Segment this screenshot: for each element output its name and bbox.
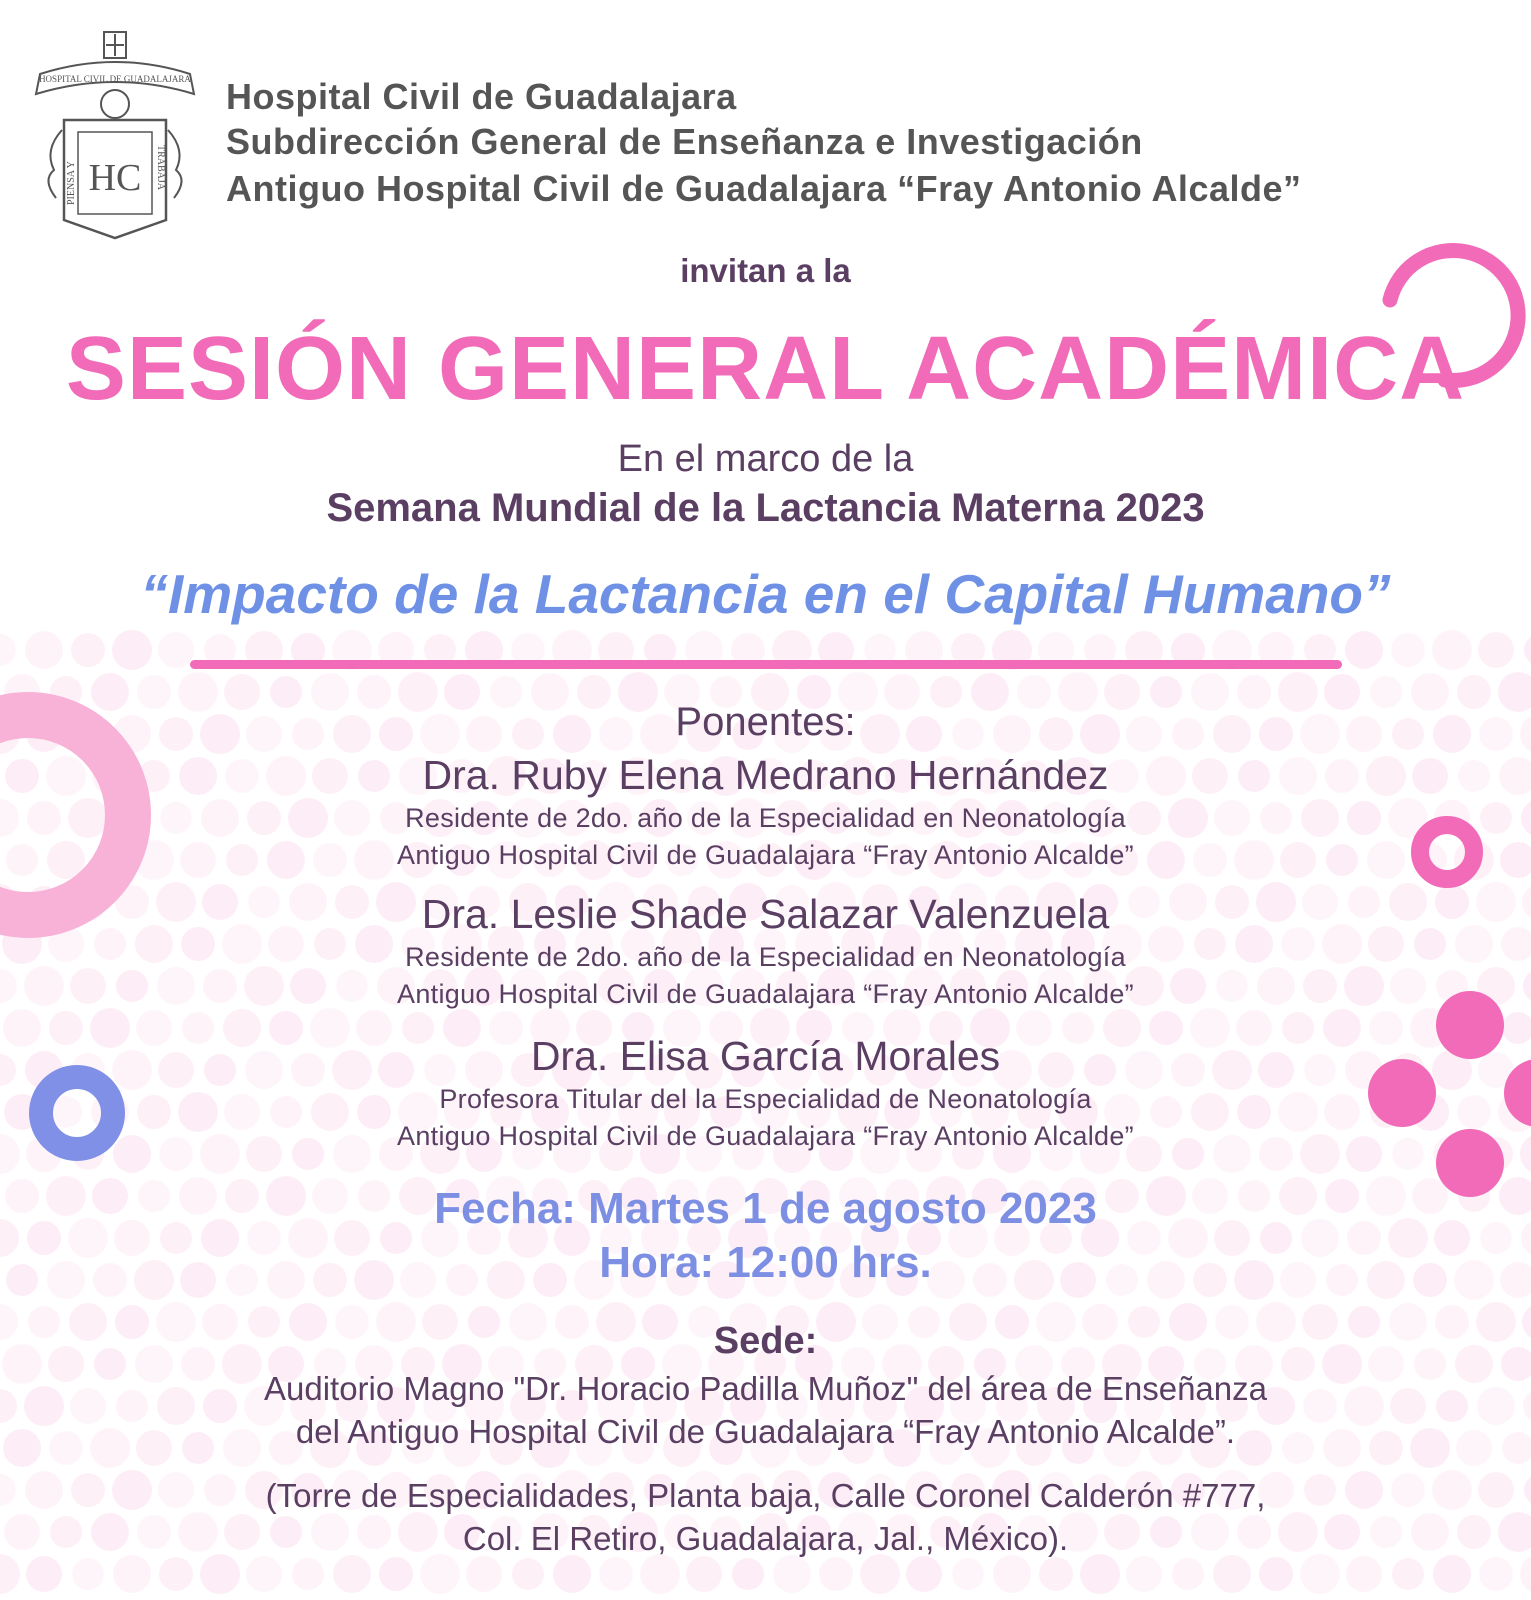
speaker-role: Residente de 2do. año de la Especialidad en Neonatología	[405, 803, 1126, 833]
background-dot	[1524, 634, 1531, 666]
background-dot	[158, 632, 194, 668]
background-dot	[993, 1555, 1031, 1593]
speaker-name: Dra. Elisa García Morales	[530, 1033, 1001, 1079]
background-dot	[292, 1558, 324, 1590]
background-dot	[732, 1558, 764, 1590]
logo-cross-icon	[104, 32, 126, 58]
header-hospital: Antiguo Hospital Civil de Guadalajara “Fray Antonio Alcalde”	[226, 168, 1302, 209]
background-dot	[860, 1554, 900, 1594]
background-dot	[159, 1557, 193, 1591]
event-time: Hora: 12:00 hrs.	[599, 1238, 932, 1287]
background-dot	[1392, 1558, 1424, 1590]
logo-flourish-right	[168, 130, 182, 198]
background-dot	[71, 633, 105, 667]
background-dot	[1213, 1555, 1251, 1593]
background-dot	[599, 1557, 633, 1591]
event-title: SESIÓN GENERAL ACADÉMICA	[65, 319, 1466, 419]
background-dot	[0, 1554, 20, 1594]
background-dot	[420, 1554, 460, 1594]
background-dot	[1172, 1558, 1204, 1590]
header-subdirection: Subdirección General de Enseñanza e Investigación	[226, 121, 1143, 162]
background-dot	[1039, 1557, 1073, 1591]
background-dot	[512, 1558, 544, 1590]
background-dot	[72, 1558, 104, 1590]
background-dot	[1391, 633, 1425, 667]
speaker-institution: Antiguo Hospital Civil de Guadalajara “Fray Antonio Alcalde”	[397, 840, 1134, 870]
speaker-name: Dra. Leslie Shade Salazar Valenzuela	[421, 891, 1110, 937]
background-dot	[952, 1558, 984, 1590]
background-dot	[686, 1556, 722, 1592]
background-dot	[26, 1556, 62, 1592]
logo-helmet-icon	[101, 90, 129, 118]
venue-address2: Col. El Retiro, Guadalajara, Jal., México).	[462, 1520, 1069, 1557]
background-dot	[1345, 631, 1383, 669]
invitation-intro: invitan a la	[680, 252, 851, 289]
background-dot	[112, 630, 152, 670]
background-dot	[1520, 1554, 1531, 1594]
background-dot	[113, 1555, 151, 1593]
background-dot	[1479, 1557, 1513, 1591]
title-divider	[190, 660, 1342, 669]
logo-motto-left: PIENSA Y	[66, 161, 77, 205]
venue-heading: Sede:	[713, 1320, 818, 1362]
background-dot	[906, 1556, 942, 1592]
background-dot	[773, 1555, 811, 1593]
background-dot	[1126, 1556, 1162, 1592]
background-dot	[640, 1554, 680, 1594]
event-context-line2: Semana Mundial de la Lactancia Materna 2023	[326, 486, 1205, 530]
background-dot	[1080, 1554, 1120, 1594]
speakers-heading: Ponentes:	[675, 700, 856, 744]
speaker-institution: Antiguo Hospital Civil de Guadalajara “Fray Antonio Alcalde”	[397, 979, 1134, 1009]
background-dot	[379, 1557, 413, 1591]
speaker-role: Residente de 2do. año de la Especialidad en Neonatología	[405, 942, 1126, 972]
venue-address1: (Torre de Especialidades, Planta baja, Calle Coronel Calderón #777,	[265, 1477, 1266, 1514]
speaker-name: Dra. Ruby Elena Medrano Hernández	[422, 752, 1109, 798]
logo-banner-text: HOSPITAL CIVIL DE GUADALAJARA	[39, 74, 191, 84]
background-dot	[1433, 1555, 1471, 1593]
event-topic: “Impacto de la Lactancia en el Capital Humano”	[140, 563, 1391, 625]
venue-line2: del Antiguo Hospital Civil de Guadalajara “Fray Antonio Alcalde”.	[295, 1413, 1236, 1450]
background-dot	[553, 1555, 591, 1593]
hospital-logo	[34, 30, 196, 242]
event-context-line1: En el marco de la	[617, 438, 914, 480]
event-date: Fecha: Martes 1 de agosto 2023	[434, 1184, 1097, 1233]
background-dot	[333, 1555, 371, 1593]
speaker-role: Profesora Titular del la Especialidad de Neonatología	[439, 1084, 1092, 1114]
background-dot	[200, 1554, 240, 1594]
background-dot	[25, 631, 63, 669]
background-dot	[466, 1556, 502, 1592]
background-dot	[1300, 1554, 1340, 1594]
venue-line1: Auditorio Magno "Dr. Horacio Padilla Muñoz" del área de Enseñanza	[263, 1370, 1267, 1407]
speaker-institution: Antiguo Hospital Civil de Guadalajara “Fray Antonio Alcalde”	[397, 1121, 1134, 1151]
background-dot	[1478, 632, 1514, 668]
background-dot	[819, 1557, 853, 1591]
background-dot	[1432, 630, 1472, 670]
background-dot	[1259, 1557, 1293, 1591]
logo-flourish-left	[48, 130, 62, 198]
logo-monogram: HC	[88, 157, 142, 199]
header-institution: Hospital Civil de Guadalajara	[226, 76, 737, 117]
logo-motto-right: TRABAJA	[155, 145, 166, 191]
background-dot	[1346, 1556, 1382, 1592]
background-dot	[0, 634, 16, 666]
background-dot	[246, 1556, 282, 1592]
